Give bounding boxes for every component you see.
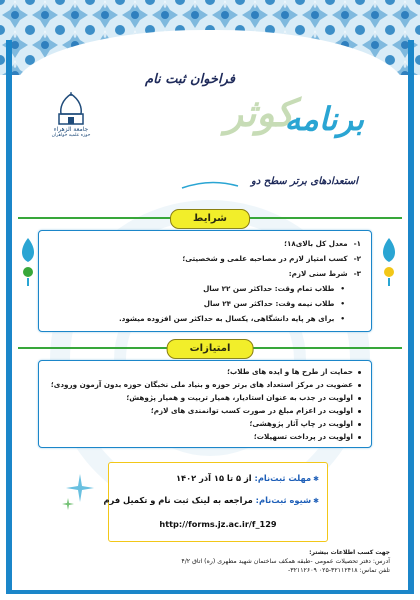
benefits-header: امتیازات xyxy=(167,339,254,359)
condition-item: ۲-کسب امتیاز لازم در مصاحبه علمی و شخصیتی؛ xyxy=(182,254,361,263)
bullet-icon xyxy=(358,371,361,374)
contact-info xyxy=(50,548,390,575)
benefits-header-bar xyxy=(18,341,402,355)
contact-address: آدرس: دفتر تحصیلات عمومی -طبقه همکف ساختمان شهید مطهری (ره) اتاق ۴/۲ xyxy=(181,558,390,565)
logo-subtitle: حوزه علمیه خواهران xyxy=(51,133,91,138)
program-subtitle: استعدادهای برتر سطح دو xyxy=(251,176,358,187)
bullet-icon xyxy=(358,423,361,426)
registration-box xyxy=(103,462,328,542)
bullet-icon xyxy=(358,436,361,439)
bullet-icon xyxy=(358,397,361,400)
bullet-icon xyxy=(358,410,361,413)
condition-subitem: •طلاب نیمه وقت: حداکثر سن ۲۴ سال xyxy=(203,299,345,308)
benefit-item: اولویت در پرداخت تسهیلات؛ xyxy=(254,432,361,441)
frame-left-border xyxy=(6,40,12,594)
conditions-header: شرایط xyxy=(170,209,250,229)
left-floral-ornament xyxy=(18,236,38,286)
condition-item: ۱-معدل کل بالای۱۸؛ xyxy=(284,239,361,248)
benefit-item: حمایت از طرح ها و ایده های طلاب؛ xyxy=(227,367,361,376)
program-title xyxy=(170,88,420,166)
condition-subitem: •برای هر پایه دانشگاهی، یکسال به حداکثر سن افزوده میشود. xyxy=(118,314,345,323)
program-title-barnameh: برنامه xyxy=(284,100,364,138)
sparkle-stars-icon xyxy=(60,470,100,510)
star-icon: ✱ xyxy=(313,497,319,505)
benefit-item: عضویت در مرکز استعداد های برتر حوزه و بنیاد ملی نخبگان حوزه بدون آزمون ورودی؛ xyxy=(51,380,361,389)
bullet-icon xyxy=(358,384,361,387)
call-heading xyxy=(0,72,420,87)
registration-deadline: ✱مهلت ثبت‌نام: از ۵ تا ۱۵ آذر ۱۴۰۲ xyxy=(175,473,319,483)
frame-bottom-border xyxy=(6,590,414,594)
contact-phone: تلفن تماس: ۳۲۱۱۲۴۱۸-۰۲۵ ۳۲۱۱۲۶۰۹- xyxy=(288,567,390,574)
registration-method: ✱شیوه ثبت‌نام: مراجعه به لینک ثبت نام و تکمیل فرم xyxy=(103,495,319,505)
registration-link[interactable]: http://forms.jz.ac.ir/f_129 xyxy=(159,519,277,529)
contact-title: جهت کسب اطلاعات بیشتر: xyxy=(309,549,390,556)
condition-item: ۳-شرط سنی لازم: xyxy=(288,269,361,278)
conditions-box xyxy=(38,230,372,332)
condition-subitem: •طلاب تمام وقت: حداکثر سن ۲۲ سال xyxy=(203,284,345,293)
benefit-item: اولویت در چاپ آثار پژوهشی؛ xyxy=(250,419,361,428)
benefit-item: اولویت در اعزام مبلغ در صورت کسب توانمندی های لازم؛ xyxy=(151,406,361,415)
benefit-item: اولویت در جذب به عنوان استادیار، همیار تربیت و همیار پژوهش؛ xyxy=(126,393,361,402)
logo-name: جامعة الزهراء xyxy=(53,126,89,133)
right-floral-ornament xyxy=(378,236,400,286)
university-logo xyxy=(50,92,92,154)
conditions-header-bar xyxy=(18,211,402,225)
star-icon: ✱ xyxy=(313,475,319,483)
dome-emblem-icon xyxy=(56,92,86,126)
call-heading-text: فراخوان ثبت نام xyxy=(145,72,235,87)
benefits-box xyxy=(38,360,372,448)
program-title-kowsar: کوثر xyxy=(224,90,294,135)
